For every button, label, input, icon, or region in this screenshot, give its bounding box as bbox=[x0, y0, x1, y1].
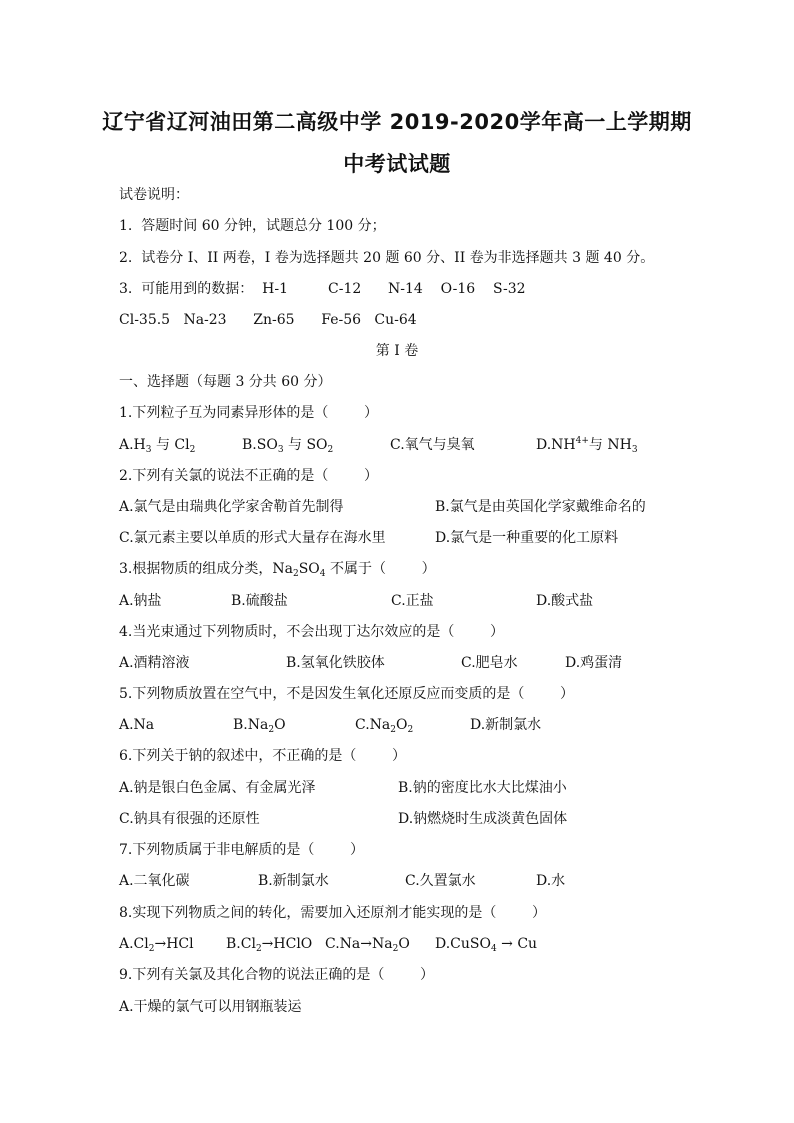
question-3-stem: 3.根据物质的组成分类，$Na_2SO_4$ 不属于（ ） bbox=[119, 561, 436, 579]
question-2-option-d: D.氯气是一种重要的化工原料 bbox=[435, 530, 619, 546]
question-5-option-c: $C.Na_2O_2$ bbox=[355, 717, 414, 735]
question-9-stem: 9.下列有关氯及其化合物的说法正确的是（ ） bbox=[119, 967, 434, 983]
question-4-option-d: D.鸡蛋清 bbox=[565, 655, 623, 671]
volume-label: 第 I 卷 bbox=[375, 343, 419, 359]
question-2-option-a: A.氯气是由瑞典化学家舍勒首先制得 bbox=[119, 499, 344, 515]
question-3-option-c: C.正盐 bbox=[391, 593, 434, 609]
question-4-option-a: A.酒精溶液 bbox=[119, 655, 190, 671]
instruction-item-2: 2. 试卷分 I、II 两卷，I 卷为选择题共 20 题 60 分、II 卷为非选择题共 3 题 40 分。 bbox=[119, 250, 655, 266]
instruction-item-1: 1. 答题时间 60 分钟，试题总分 100 分； bbox=[119, 218, 386, 234]
question-7-option-a: A.二氧化碳 bbox=[119, 873, 190, 889]
question-2-option-c: C.氯元素主要以单质的形式大量存在海水里 bbox=[119, 530, 386, 546]
question-1-option-d: $D.NH^{4+}$与 $NH_3$ bbox=[536, 436, 638, 455]
question-4-stem: 4.当光束通过下列物质时，不会出现丁达尔效应的是（ ） bbox=[119, 624, 504, 640]
question-1-option-c: C.氧气与臭氧 bbox=[390, 437, 475, 453]
question-4-option-c: C.肥皂水 bbox=[461, 655, 518, 671]
question-3-option-b: B.硫酸盐 bbox=[231, 593, 288, 609]
question-6-option-b: B.钠的密度比水大比煤油小 bbox=[398, 780, 567, 796]
question-2-option-b: B.氯气是由英国化学家戴维命名的 bbox=[435, 499, 646, 515]
section-title: 一、选择题（每题 3 分共 60 分） bbox=[119, 374, 332, 390]
question-5-option-b: $B.Na_2O$ bbox=[233, 717, 286, 735]
question-5-option-d: D.新制氯水 bbox=[470, 717, 542, 733]
question-8-option-d: D.CuSO$_4$ → Cu bbox=[435, 936, 538, 954]
page-title-line-2: 中考试试题 bbox=[343, 152, 451, 176]
page-title-line-1: 辽宁省辽河油田第二高级中学 2019-2020学年高一上学期期 bbox=[102, 110, 692, 134]
instructions-heading: 试卷说明： bbox=[119, 187, 189, 203]
question-5-stem: 5.下列物质放置在空气中，不是因发生氧化还原反应而变质的是（ ） bbox=[119, 686, 574, 702]
question-5-option-a: A.Na bbox=[119, 717, 155, 733]
question-4-option-b: B.氢氧化铁胶体 bbox=[286, 655, 385, 671]
question-7-option-b: B.新制氯水 bbox=[258, 873, 329, 889]
question-8-option-c: $C.Na\to Na_2O$ bbox=[325, 936, 410, 954]
question-6-option-c: C.钠具有很强的还原性 bbox=[119, 811, 260, 827]
question-3-option-d: D.酸式盐 bbox=[536, 593, 594, 609]
question-6-stem: 6.下列关于钠的叙述中，不正确的是（ ） bbox=[119, 748, 406, 764]
question-7-option-d: D.水 bbox=[536, 873, 566, 889]
question-7-option-c: C.久置氯水 bbox=[405, 873, 476, 889]
question-8-stem: 8.实现下列物质之间的转化，需要加入还原剂才能实现的是（ ） bbox=[119, 905, 546, 921]
question-7-stem: 7.下列物质属于非电解质的是（ ） bbox=[119, 842, 364, 858]
question-6-option-d: D.钠燃烧时生成淡黄色固体 bbox=[398, 811, 568, 827]
question-9-option-a: A.干燥的氯气可以用钢瓶装运 bbox=[119, 999, 302, 1015]
question-6-option-a: A.钠是银白色金属、有金属光泽 bbox=[119, 780, 316, 796]
question-8-option-a: $A.Cl_2\to HCl$ bbox=[119, 936, 194, 954]
question-1-option-b: $B.SO_3$ 与 $SO_2$ bbox=[242, 437, 334, 455]
question-1-option-a: $A.H_3$ 与 $Cl_2$ bbox=[119, 437, 196, 455]
instruction-item-3: 3. 可能用到的数据： H-1 C-12 N-14 O-16 S-32 bbox=[119, 281, 526, 297]
instruction-item-4: Cl-35.5 Na-23 Zn-65 Fe-56 Cu-64 bbox=[119, 312, 417, 328]
question-1-stem: 1.下列粒子互为同素异形体的是（ ） bbox=[119, 405, 378, 421]
question-3-option-a: A.钠盐 bbox=[119, 593, 162, 609]
question-8-option-b: $B.Cl_2\to HClO$ bbox=[226, 936, 313, 954]
question-2-stem: 2.下列有关氯的说法不正确的是（ ） bbox=[119, 468, 378, 484]
